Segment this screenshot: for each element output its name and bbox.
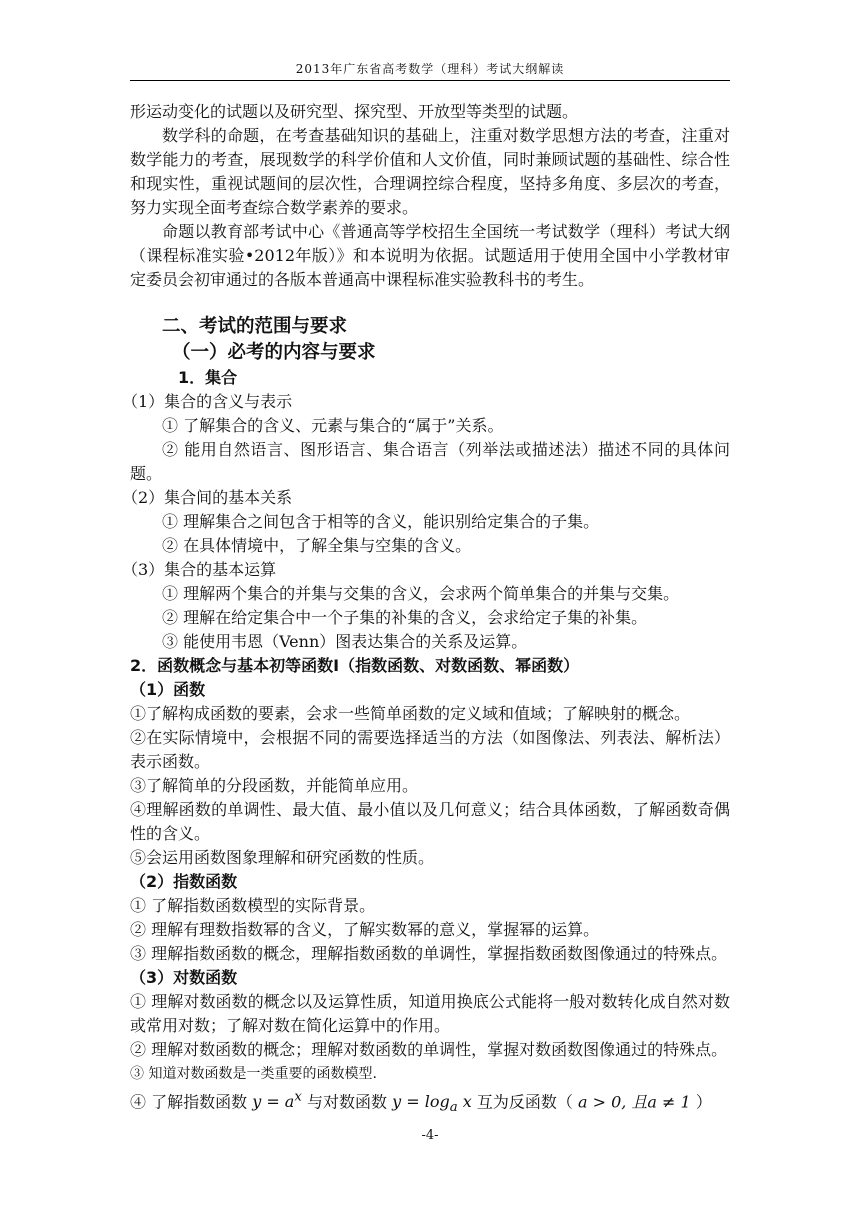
list-item: ② 在具体情境中，了解全集与空集的含义。 (162, 536, 472, 555)
header-rule (130, 80, 730, 81)
list-item-formula (130, 1086, 730, 1121)
topic-1-title: 1．集合 (178, 368, 238, 387)
subsection-title: （一）必考的内容与要求 (172, 342, 376, 363)
intro-paragraph-3: 命题以教育部考试中心《普通高等学校招生全国统一考试数学（理科）考试大纲（课程标准实验•2012年版）》和本说明为依据。试题适用于使用全国中小学教材审定委员会初审通过的各版本普通高中课程标准实验教科书的考生。 (130, 222, 730, 289)
list-item: ② 能用自然语言、图形语言、集合语言（列举法或描述法）描述不同的具体问题。 (130, 440, 730, 483)
list-item: ① 了解指数函数模型的实际背景。 (130, 896, 376, 915)
group-label: （2）指数函数 (130, 872, 238, 891)
formula-mid: 与对数函数 (306, 1092, 387, 1112)
intro-paragraph-1: 形运动变化的试题以及研究型、探究型、开放型等类型的试题。 (130, 102, 579, 121)
formula-end: ） (695, 1092, 712, 1112)
list-item: ③ 知道对数函数是一类重要的函数模型. (130, 1066, 377, 1082)
formula-condition: a > 0, 且a ≠ 1 (577, 1092, 691, 1112)
group-label: （3）对数函数 (130, 968, 238, 987)
intro-paragraph-2: 数学科的命题，在考查基础知识的基础上，注重对数学思想方法的考查，注重对数学能力的考查，展现数学的科学价值和人文价值，同时兼顾试题的基础性、综合性和现实性，重视试题间的层次性，合理调控综合程度，坚持多角度、多层次的考查，努力实现全面考查综合数学素养的要求。 (130, 126, 730, 217)
list-item: ①了解构成函数的要素，会求一些简单函数的定义域和值域；了解映射的概念。 (130, 704, 691, 723)
group-label: （3）集合的基本运算 (122, 560, 277, 579)
formula-prefix: ④ 了解指数函数 (130, 1092, 248, 1112)
group-label: （1）函数 (130, 680, 206, 699)
exp-function-formula: $y = a^x$ (252, 1090, 302, 1112)
section-title: 二、考试的范围与要求 (162, 316, 348, 337)
list-item: ③ 理解指数函数的概念，理解指数函数的单调性，掌握指数函数图像通过的特殊点。 (130, 944, 728, 963)
group-label: （1）集合的含义与表示 (122, 392, 293, 411)
formula-mid-2: 互为反函数（ (476, 1092, 573, 1112)
log-function-formula: $y = \log_a x$ (392, 1092, 472, 1116)
list-item: ① 理解集合之间包含于相等的含义，能识别给定集合的子集。 (162, 512, 600, 531)
list-item: ① 了解集合的含义、元素与集合的“属于”关系。 (162, 416, 504, 435)
running-header: 2013年广东省高考数学（理科）考试大纲解读 (295, 62, 565, 76)
list-item: ⑤会运用函数图象理解和研究函数的性质。 (130, 848, 435, 867)
list-item: ③了解简单的分段函数，并能简单应用。 (130, 776, 419, 795)
list-item: ② 理解有理数指数幂的含义，了解实数幂的意义，掌握幂的运算。 (130, 920, 600, 939)
page-body (122, 100, 730, 1121)
list-item: ④理解函数的单调性、最大值、最小值以及几何意义；结合具体函数，了解函数奇偶性的含义。 (130, 800, 730, 843)
page-number: -4- (421, 1128, 439, 1143)
list-item: ① 理解两个集合的并集与交集的含义，会求两个简单集合的并集与交集。 (162, 584, 680, 603)
list-item: ② 理解对数函数的概念；理解对数函数的单调性，掌握对数函数图像通过的特殊点。 (130, 1040, 728, 1059)
group-label: （2）集合间的基本关系 (122, 488, 293, 507)
list-item: ② 理解在给定集合中一个子集的补集的含义，会求给定子集的补集。 (162, 608, 648, 627)
list-item: ① 理解对数函数的概念以及运算性质，知道用换底公式能将一般对数转化成自然对数或常用对数；了解对数在简化运算中的作用。 (130, 992, 730, 1035)
list-item: ②在实际情境中，会根据不同的需要选择适当的方法（如图像法、列表法、解析法）表示函数。 (130, 728, 730, 771)
topic-2-title: 2．函数概念与基本初等函数Ⅰ（指数函数、对数函数、幂函数） (130, 656, 580, 675)
list-item: ③ 能使用韦恩（Venn）图表达集合的关系及运算。 (162, 632, 528, 651)
